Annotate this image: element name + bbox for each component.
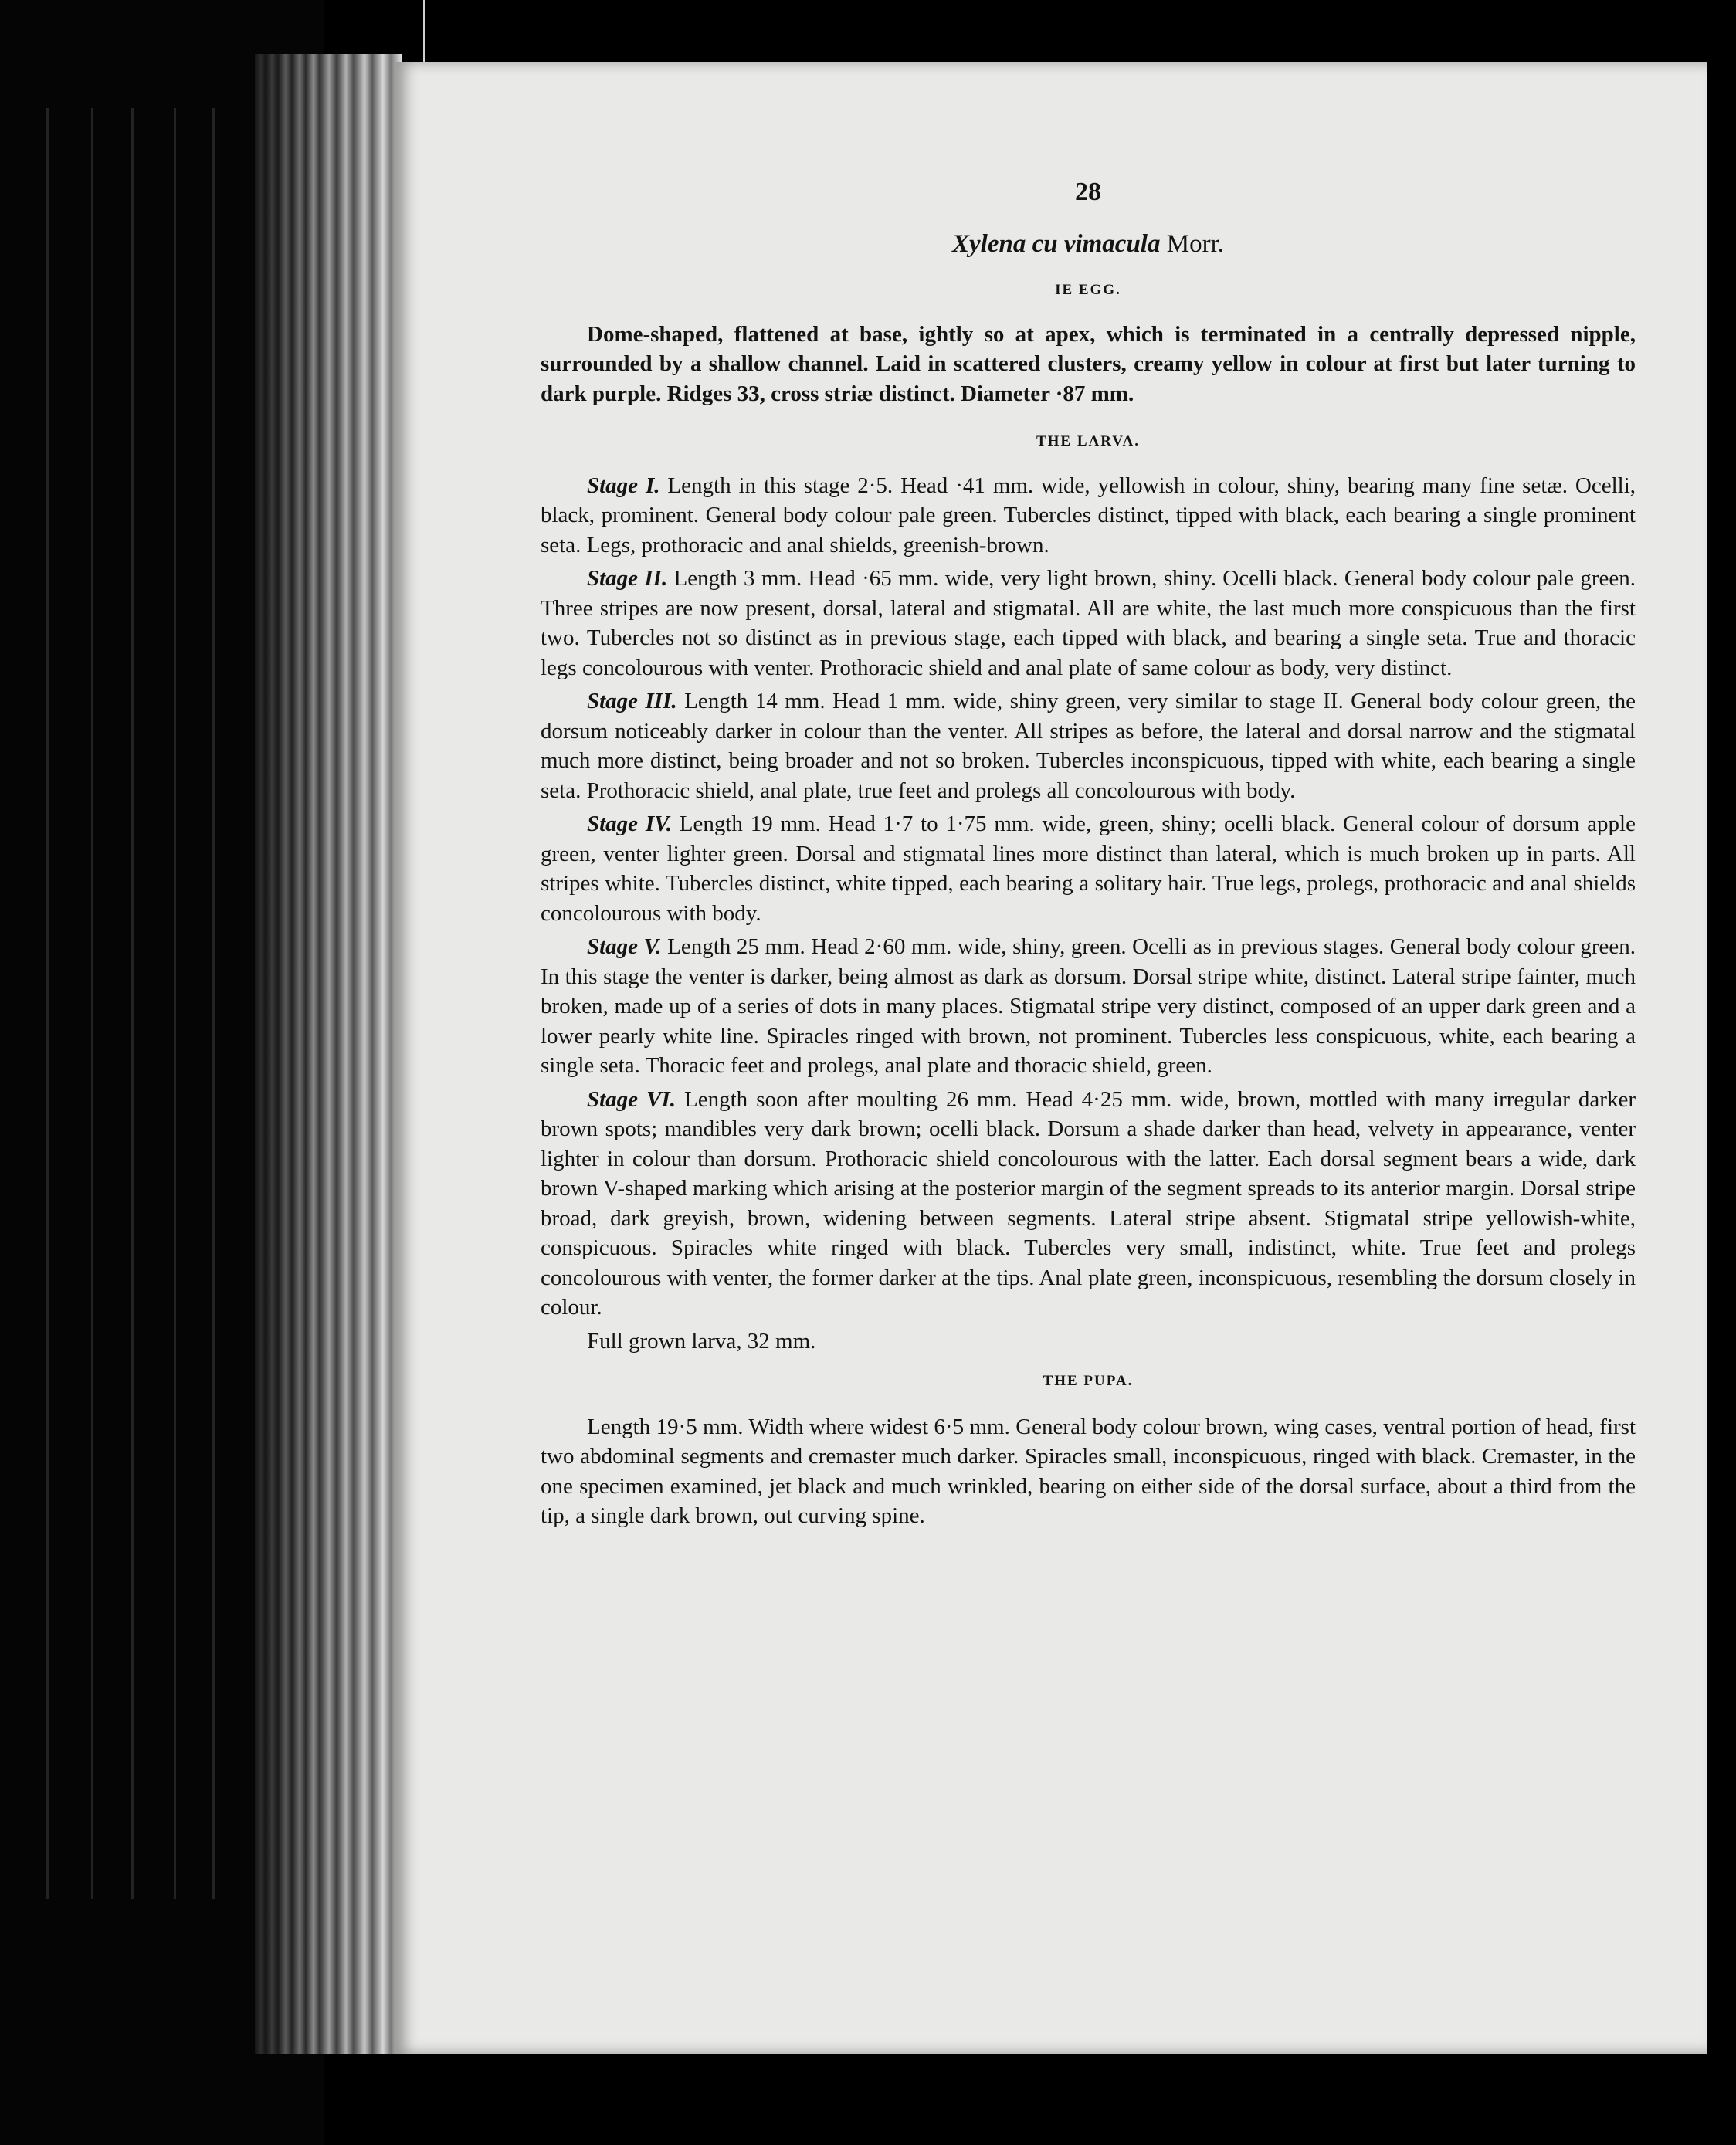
species-author: Morr. — [1160, 229, 1224, 258]
stage-4-paragraph — [541, 809, 1636, 928]
stage-label: Stage V. — [587, 934, 662, 959]
scan-artifact-line — [423, 0, 425, 62]
species-title — [541, 229, 1636, 259]
stage-label: Stage III. — [587, 689, 677, 713]
species-name: Xylena cu vimacula — [952, 229, 1161, 258]
page-number: 28 — [1075, 178, 1101, 206]
egg-heading: IE EGG. — [1055, 282, 1121, 298]
stage-3-paragraph — [541, 686, 1636, 805]
book-page-edges — [255, 54, 402, 2054]
stage-text: Length 3 mm. Head ·65 mm. wide, very light brown, shiny. Ocelli black. General body colour pale green. Three stripes are now present, dorsal, lateral and stigmatal. All are white, the last much more conspicuous than the first two. Tubercles not so distinct as in previous stage, each tipped with black, and bearing a single seta. True and thoracic legs concolourous with venter. Prothoracic shield and anal plate of same colour as body, very distinct. — [541, 566, 1636, 680]
full-grown-larva: Full grown larva, 32 mm. — [587, 1328, 816, 1354]
edge-streak — [131, 108, 134, 1899]
edge-streak — [91, 108, 93, 1899]
stage-text: Length 19 mm. Head 1·7 to 1·75 mm. wide, green, shiny; ocelli black. General colour of dorsum apple green, venter lighter green. Dorsal and stigmatal lines more distinct than lateral, which is much broken up in parts. All stripes white. Tubercles distinct, white tipped, each bearing a solitary hair. True legs, prolegs, prothoracic and anal shields concolourous with body. — [541, 812, 1636, 926]
edge-streak — [174, 108, 176, 1899]
stage-label: Stage VI. — [587, 1086, 676, 1112]
stage-text: Length 14 mm. Head 1 mm. wide, shiny green, very similar to stage II. General body colour green, the dorsum noticeably darker in colour than the venter. All stripes as before, the lateral and dorsal narrow and the stigmatal much more distinct, being broader and not so broken. Tubercles inconspicuous, tipped with white, each bearing a single seta. Prothoracic shield, anal plate, true feet and prolegs all concolourous with body. — [541, 689, 1636, 803]
edge-streak — [46, 108, 49, 1899]
stage-5-paragraph — [541, 932, 1636, 1081]
edge-streak — [212, 108, 215, 1899]
stage-text: Length in this stage 2·5. Head ·41 mm. wide, yellowish in colour, shiny, bearing many fine setæ. Ocelli, black, prominent. General body colour pale green. Tubercles distinct, tipped with black, each bearing a single prominent seta. Legs, prothoracic and anal shields, greenish-brown. — [541, 473, 1636, 557]
larva-heading: THE LARVA. — [1036, 433, 1141, 449]
pupa-heading: THE PUPA. — [1043, 1373, 1134, 1389]
book-page — [394, 62, 1707, 2054]
pupa-description: Length 19·5 mm. Width where widest 6·5 mm. General body colour brown, wing cases, ventral portion of head, first two abdominal segments and cremaster much darker. Spiracles small, inconspicuous, ringed with black. Cremaster, in the one specimen examined, jet black and much wrinkled, bearing on either side of the dorsal surface, about a third from the tip, a single dark brown, out curving spine. — [541, 1414, 1636, 1528]
stage-label: Stage IV. — [587, 812, 672, 836]
stage-label: Stage II. — [587, 566, 668, 591]
page-text — [541, 178, 1636, 1535]
stage-6-paragraph — [541, 1085, 1636, 1323]
stage-2-paragraph — [541, 564, 1636, 683]
stage-label: Stage I. — [587, 473, 660, 498]
stage-1-paragraph — [541, 471, 1636, 561]
stage-text: Length 25 mm. Head 2·60 mm. wide, shiny, green. Ocelli as in previous stages. General body colour green. In this stage the venter is darker, being almost as dark as dorsum. Dorsal stripe white, distinct. Lateral stripe fainter, much broken, made up of a series of dots in many places. Stigmatal stripe very distinct, composed of an upper dark green and a lower pearly white line. Spiracles ringed with brown, not prominent. Tubercles less conspicuous, white, each bearing a single seta. Thoracic feet and prolegs, anal plate and thoracic shield, green. — [541, 934, 1636, 1078]
egg-description: Dome-shaped, flattened at base, ightly so at apex, which is terminated in a centrally depressed nipple, surrounded by a shallow channel. Laid in scattered clusters, creamy yellow in colour at first but later turning to dark purple. Ridges 33, cross striæ distinct. Diameter ·87 mm. — [541, 321, 1636, 406]
stage-text: Length soon after moulting 26 mm. Head 4·25 mm. wide, brown, mottled with many irregular darker brown spots; mandibles very dark brown; ocelli black. Dorsum a shade darker than head, velvety in appearance, venter lighter in colour than dorsum. Prothoracic shield concolourous with the latter. Each dorsal segment bears a wide, dark brown V-shaped marking which arising at the posterior margin of the segment spreads to its anterior margin. Dorsal stripe broad, dark greyish, brown, widening between segments. Lateral stripe absent. Stigmatal stripe yellowish-white, conspicuous. Spiracles white ringed with black. Tubercles very small, indistinct, white. True feet and prolegs concolourous with venter, the former darker at the tips. Anal plate green, inconspicuous, resembling the dorsum closely in colour. — [541, 1086, 1636, 1320]
